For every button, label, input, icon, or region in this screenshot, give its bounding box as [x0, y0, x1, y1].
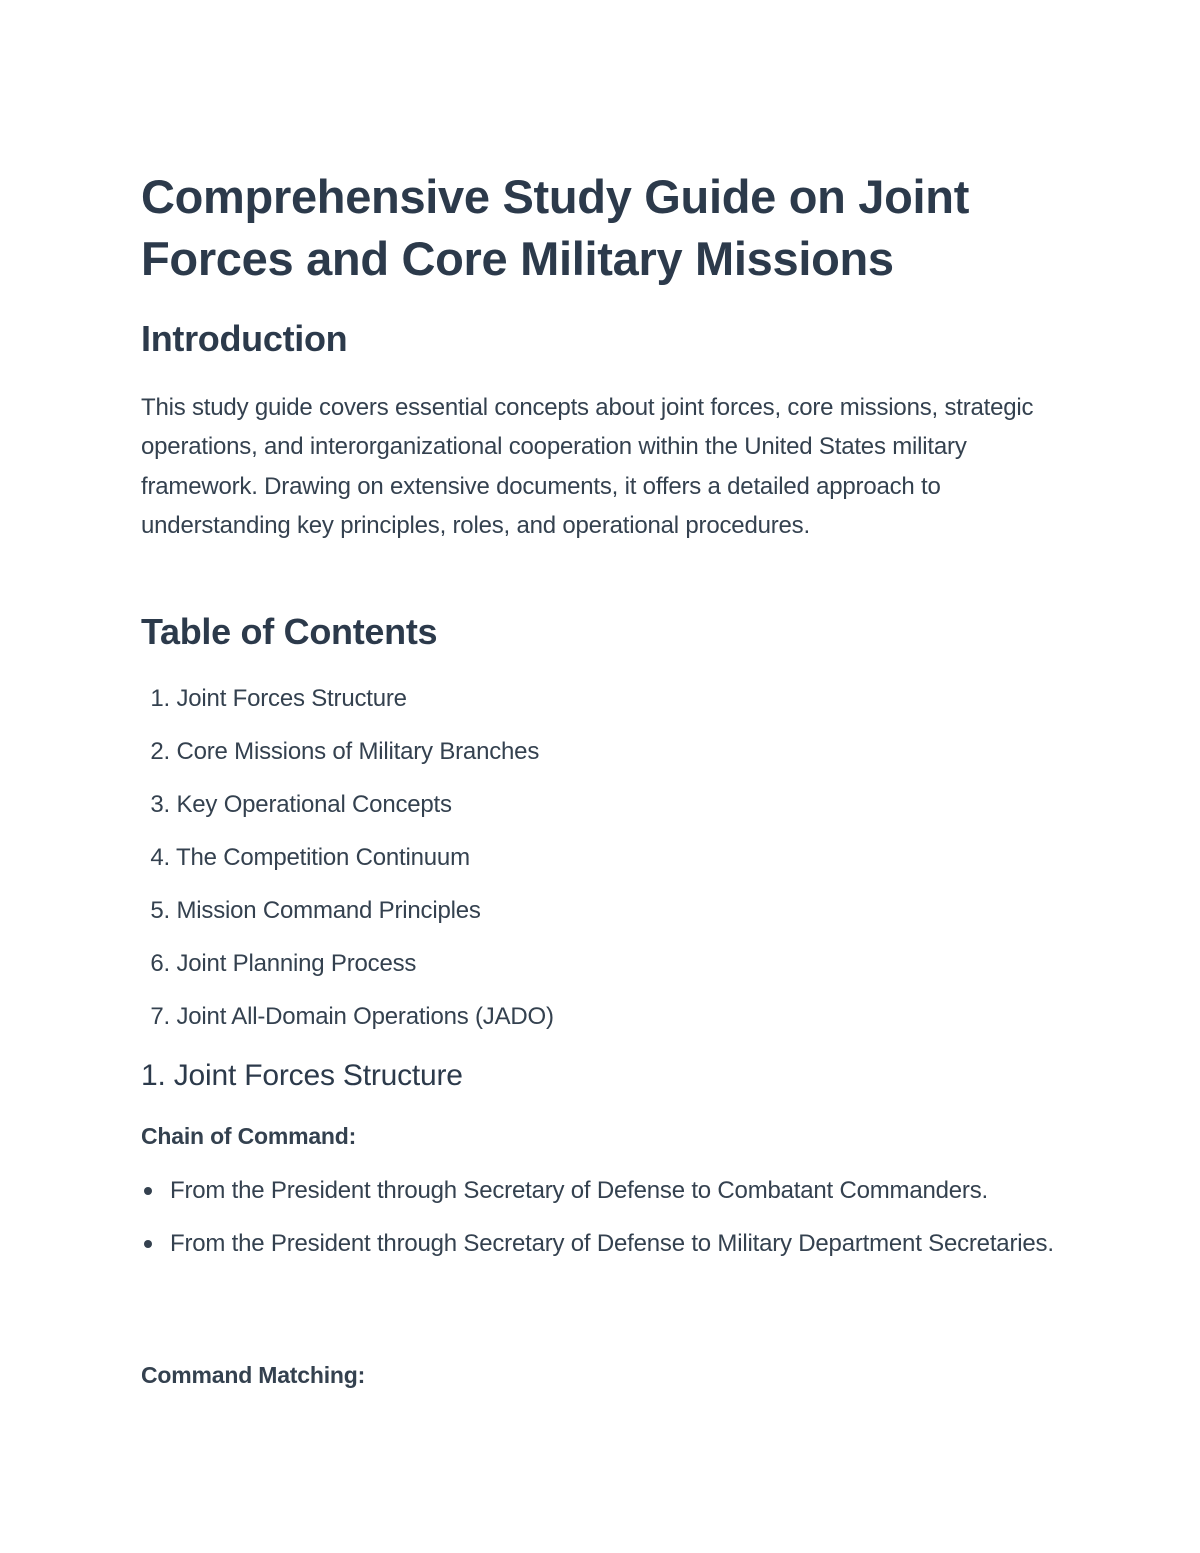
- toc-item-number: 2.: [150, 738, 170, 765]
- bullet-icon: [144, 1187, 152, 1195]
- toc-item: [141, 839, 554, 892]
- toc-item: [141, 892, 554, 945]
- list-item-text: From the President through Secretary of Defense to Military Department Secretaries.: [170, 1230, 1054, 1258]
- toc-item: [141, 786, 554, 839]
- section-1-heading: 1. Joint Forces Structure: [141, 1059, 463, 1092]
- chain-of-command-heading: Chain of Command:: [141, 1123, 357, 1149]
- toc-item-label: Joint Forces Structure: [176, 685, 407, 712]
- introduction-paragraph: This study guide covers essential concepts about joint forces, core missions, strategic operations, and interorganizational cooperation within the United States military framework. Drawing on extensive documents, it offers a detailed approach to understanding key principles, roles, and operational procedures.: [141, 394, 1034, 540]
- command-matching-heading: Command Matching:: [141, 1362, 366, 1388]
- toc-item-number: 6.: [150, 950, 170, 977]
- toc-item-label: Mission Command Principles: [176, 897, 481, 924]
- toc-item-number: 3.: [150, 791, 170, 818]
- toc-item: [141, 733, 554, 786]
- list-item-text: From the President through Secretary of Defense to Combatant Commanders.: [170, 1177, 988, 1204]
- toc-item-number: 1.: [150, 685, 170, 712]
- toc-item: [141, 998, 554, 1051]
- bullet-icon: [144, 1240, 152, 1248]
- toc-heading: Table of Contents: [141, 611, 438, 652]
- toc-item-label: The Competition Continuum: [176, 844, 470, 871]
- toc-item-label: Joint Planning Process: [176, 950, 417, 977]
- introduction-heading: Introduction: [141, 318, 348, 359]
- toc-item-label: Core Missions of Military Branches: [176, 738, 540, 765]
- toc-item-label: Joint All-Domain Operations (JADO): [176, 1003, 554, 1030]
- toc-item-number: 5.: [150, 897, 170, 924]
- document-title: Comprehensive Study Guide on Joint Forces and Core Military Missions: [141, 170, 970, 285]
- toc-item: [141, 680, 554, 733]
- toc-item: [141, 945, 554, 998]
- toc-item-label: Key Operational Concepts: [176, 791, 452, 818]
- list-item: [141, 1171, 1071, 1210]
- toc-item-number: 7.: [150, 1003, 170, 1030]
- chain-of-command-list: [141, 1171, 1071, 1278]
- toc-item-number: 4.: [150, 844, 170, 871]
- table-of-contents: [141, 680, 554, 1051]
- list-item: [141, 1224, 1071, 1263]
